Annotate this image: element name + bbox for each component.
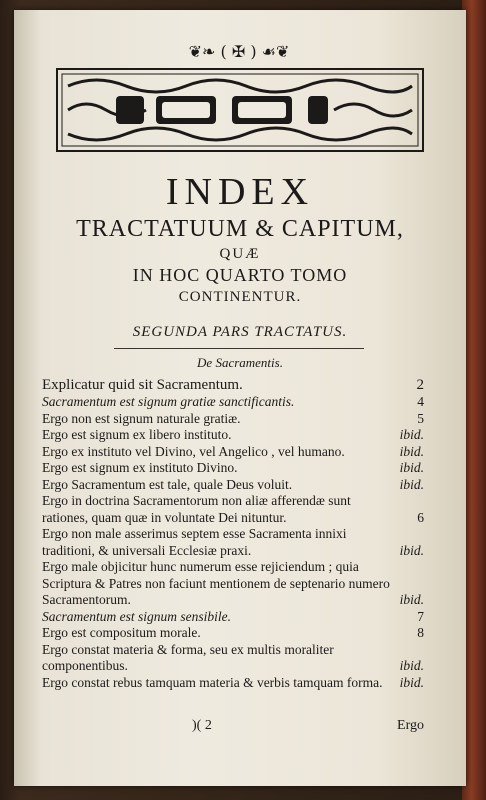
cross-icon: ✠ bbox=[231, 42, 246, 61]
scroll-right-icon: ) ☙❦ bbox=[250, 42, 290, 61]
entry-page: 8 bbox=[417, 625, 424, 640]
book-page bbox=[14, 10, 466, 786]
subtitle-line-1: TRACTATUUM & CAPITUM, bbox=[76, 216, 404, 242]
entry-page: 2 bbox=[416, 377, 424, 393]
index-entry: Ergo est signum ex instituto Divino. ibid. bbox=[42, 460, 424, 475]
index-entry: Ergo constat materia & forma, seu ex multis moraliter componentibus. ibid. bbox=[42, 641, 424, 673]
index-entry: Sacramentum est signum sensibile. 7 bbox=[42, 608, 424, 624]
scroll-left-icon: ❦❧ ( bbox=[188, 42, 227, 61]
catchword: Ergo bbox=[397, 718, 424, 733]
index-entry: Ergo non est signum naturale gratiæ. 5 bbox=[42, 410, 424, 426]
index-entry: Ergo male objicitur hunc numerum esse rejiciendum ; quia Scriptura & Patres non faciunt mentionem de septenario numero Sacramentorum. ibid. bbox=[42, 559, 424, 607]
entry-page: 5 bbox=[417, 410, 424, 426]
entry-page: 4 bbox=[417, 394, 424, 409]
section-heading: De Sacramentis. bbox=[197, 355, 283, 370]
index-entries bbox=[42, 376, 424, 691]
entry-page: ibid. bbox=[399, 542, 424, 558]
entry-page: ibid. bbox=[399, 427, 424, 442]
divider bbox=[114, 348, 364, 349]
index-entry: Ergo ex instituto vel Divino, vel Angelico , vel humano. ibid. bbox=[42, 443, 424, 459]
index-entry: Ergo constat rebus tamquam materia & verbis tamquam forma. ibid. bbox=[42, 674, 424, 690]
page-title: INDEX bbox=[165, 171, 315, 213]
index-entry: Ergo in doctrina Sacramentorum non aliæ afferendæ sunt rationes, quam quæ in voluntate Dei nituntur. 6 bbox=[42, 493, 424, 525]
index-entry: Ergo est compositum morale. 8 bbox=[42, 625, 424, 640]
index-entry: Explicatur quid sit Sacramentum. 2 bbox=[42, 377, 424, 393]
pars-heading: SEGUNDA PARS TRACTATUS. bbox=[132, 324, 348, 340]
top-ornament bbox=[164, 42, 314, 66]
decorative-border-band bbox=[56, 68, 424, 152]
subtitle-line-2: QUÆ bbox=[219, 246, 261, 262]
entry-page: ibid. bbox=[399, 460, 424, 475]
index-entry: Ergo est signum ex libero instituto. ibid. bbox=[42, 427, 424, 442]
index-entry: Sacramentum est signum gratiæ sanctificantis. 4 bbox=[42, 394, 424, 409]
signature-mark: )( 2 bbox=[192, 718, 212, 733]
index-entry: Ergo Sacramentum est tale, quale Deus voluit. ibid. bbox=[42, 476, 424, 492]
entry-page: 7 bbox=[417, 608, 424, 624]
entry-page: ibid. bbox=[399, 476, 424, 492]
entry-page: 6 bbox=[417, 509, 424, 525]
entry-page: ibid. bbox=[399, 658, 424, 673]
entry-page: ibid. bbox=[399, 674, 424, 690]
index-entry: Ergo non male asserimus septem esse Sacramenta innixi traditioni, & universali Ecclesiæ praxi. ibid. bbox=[42, 526, 424, 558]
subtitle-line-3: IN HOC QUARTO TOMO bbox=[132, 265, 348, 285]
subtitle-line-4: CONTINENTUR. bbox=[178, 289, 302, 305]
entry-page: ibid. bbox=[399, 443, 424, 459]
entry-page: ibid. bbox=[399, 592, 424, 607]
